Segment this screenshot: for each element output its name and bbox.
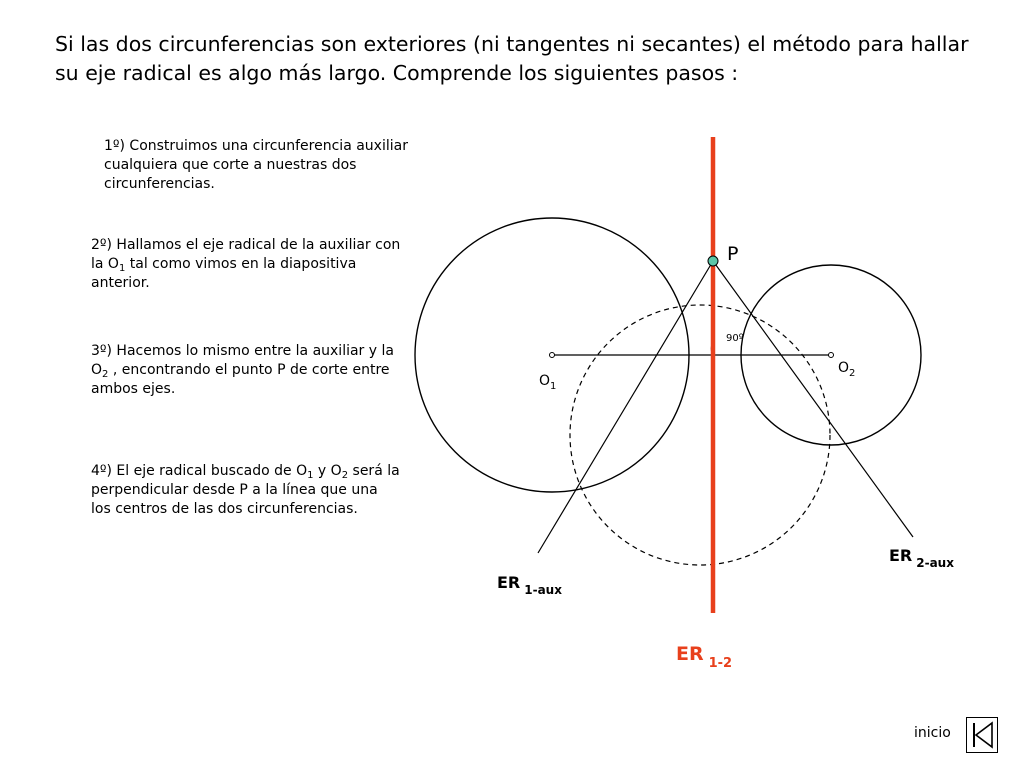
center-o1: [550, 353, 555, 358]
point-p: [708, 256, 718, 266]
nav-start-link[interactable]: inicio: [914, 725, 951, 741]
label-o2: $O_2$: [838, 360, 856, 379]
step-4-text-a: 4º) El eje radical buscado de O: [91, 463, 308, 479]
label-angle: 90º: [726, 333, 744, 344]
step-4-text-mid: y O: [313, 463, 342, 479]
page-heading: Si las dos circunferencias son exteriores (ni tangentes ni secantes) el método para hallar su eje radical es algo más largo. Comprende los siguientes pasos :: [55, 32, 969, 85]
radical-axis-1-aux: [538, 261, 713, 553]
step-3-text-b: , encontrando el punto P de corte entre ambos ejes.: [91, 362, 390, 397]
step-3-text-a: 3º) Hacemos lo mismo entre la auxiliar y la O: [91, 343, 394, 378]
step-2-sub: 1: [118, 263, 126, 274]
step-3-sub: 2: [102, 369, 109, 380]
first-page-icon: [967, 718, 997, 752]
label-er-1-2: ER $_{1-2}$: [676, 643, 733, 671]
first-page-button[interactable]: [966, 717, 998, 753]
step-4-text-b: será la perpendicular desde P a la línea que una los centros de las dos circunferencias.: [91, 463, 400, 517]
label-o1: $O_1$: [539, 373, 557, 392]
label-er-1-aux: ER $_{1-aux}$: [497, 573, 562, 597]
label-er-2-aux: ER $_{2-aux}$: [889, 546, 954, 570]
step-4-sub-1: 1: [307, 470, 314, 481]
radical-axis-2-aux: [713, 261, 913, 537]
step-2-text-b: tal como vimos en la diapositiva anterior.: [91, 256, 357, 291]
step-4-sub-2: 2: [341, 470, 349, 481]
center-o2: [829, 353, 834, 358]
label-p: P: [727, 243, 739, 265]
step-2-text-a: 2º) Hallamos el eje radical de la auxiliar con la O: [91, 237, 401, 272]
step-1-text: 1º) Construimos una circunferencia auxiliar cualquiera que corte a nuestras dos circunferencias.: [104, 138, 408, 192]
